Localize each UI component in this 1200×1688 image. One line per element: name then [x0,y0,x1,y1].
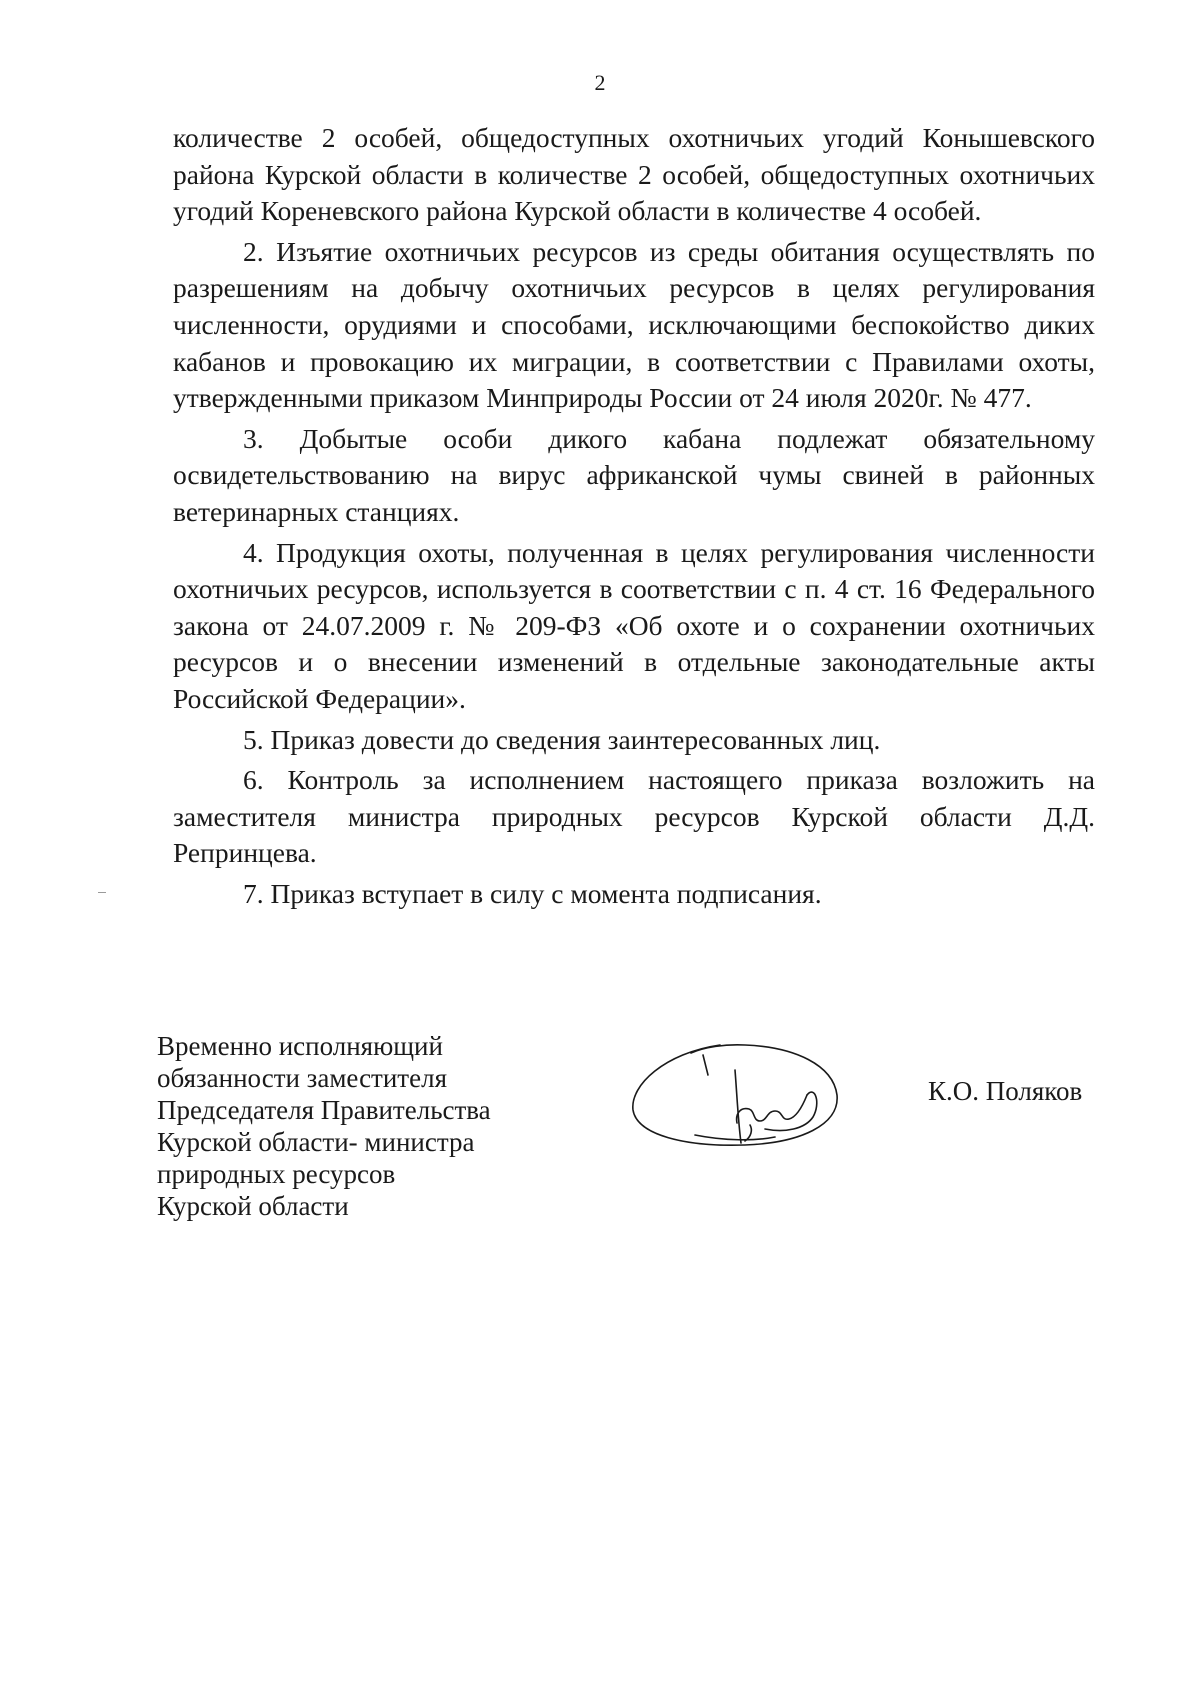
document-body [173,120,1095,912]
page-number: 2 [594,70,606,95]
signer-title-line: Временно исполняющий [157,1031,443,1061]
paragraph-item-6: 6. Контроль за исполнением настоящего приказа возложить на заместителя министра природных ресурсов Курской области Д.Д. Репринцева. [173,764,1095,869]
signer-title-line: природных ресурсов [157,1159,396,1189]
paragraph-continuation: количестве 2 особей, общедоступных охотничьих угодий Конышевского района Курской области в количестве 2 особей, общедоступных охотничьих угодий Кореневского района Курской области в количестве 4 особей. [173,122,1095,227]
paragraph-item-4: 4. Продукция охоты, полученная в целях регулирования численности охотничьих ресурсов, используется в соответствии с п. 4 ст. 16 Федерального закона от 24.07.2009 г. № 209-ФЗ «Об охоте и о сохранении охотничьих ресурсов и о внесении изменений в отдельные законодательные акты Российской Федерации». [173,536,1095,714]
paragraph-item-7: 7. Приказ вступает в силу с момента подписания. [243,877,822,909]
signer-title-line: Курской области- министра [157,1127,475,1157]
paragraph-item-5: 5. Приказ довести до сведения заинтересованных лиц. [243,723,881,755]
margin-mark [98,892,106,893]
signer-title [157,1030,557,1222]
signer-name: К.О. Поляков [928,1076,1083,1106]
paragraph-item-2: 2. Изъятие охотничьих ресурсов из среды обитания осуществлять по разрешениям на добычу охотничьих ресурсов в целях регулирования численности, орудиями и способами, исключающими беспокойство диких кабанов и провокацию их миграции, в соответствии с Правилами охоты, утвержденными приказом Минприроды России от 24 июля 2020г. № 477. [173,235,1095,414]
signer-title-line: Председателя Правительства [157,1095,491,1125]
paragraph-item-3: 3. Добытые особи дикого кабана подлежат обязательному освидетельствованию на вирус африканской чумы свиней в районных ветеринарных станциях. [173,422,1095,527]
signer-title-line: обязанности заместителя [157,1063,447,1093]
signer-title-line: Курской области [157,1191,349,1221]
handwritten-signature [625,1025,855,1175]
